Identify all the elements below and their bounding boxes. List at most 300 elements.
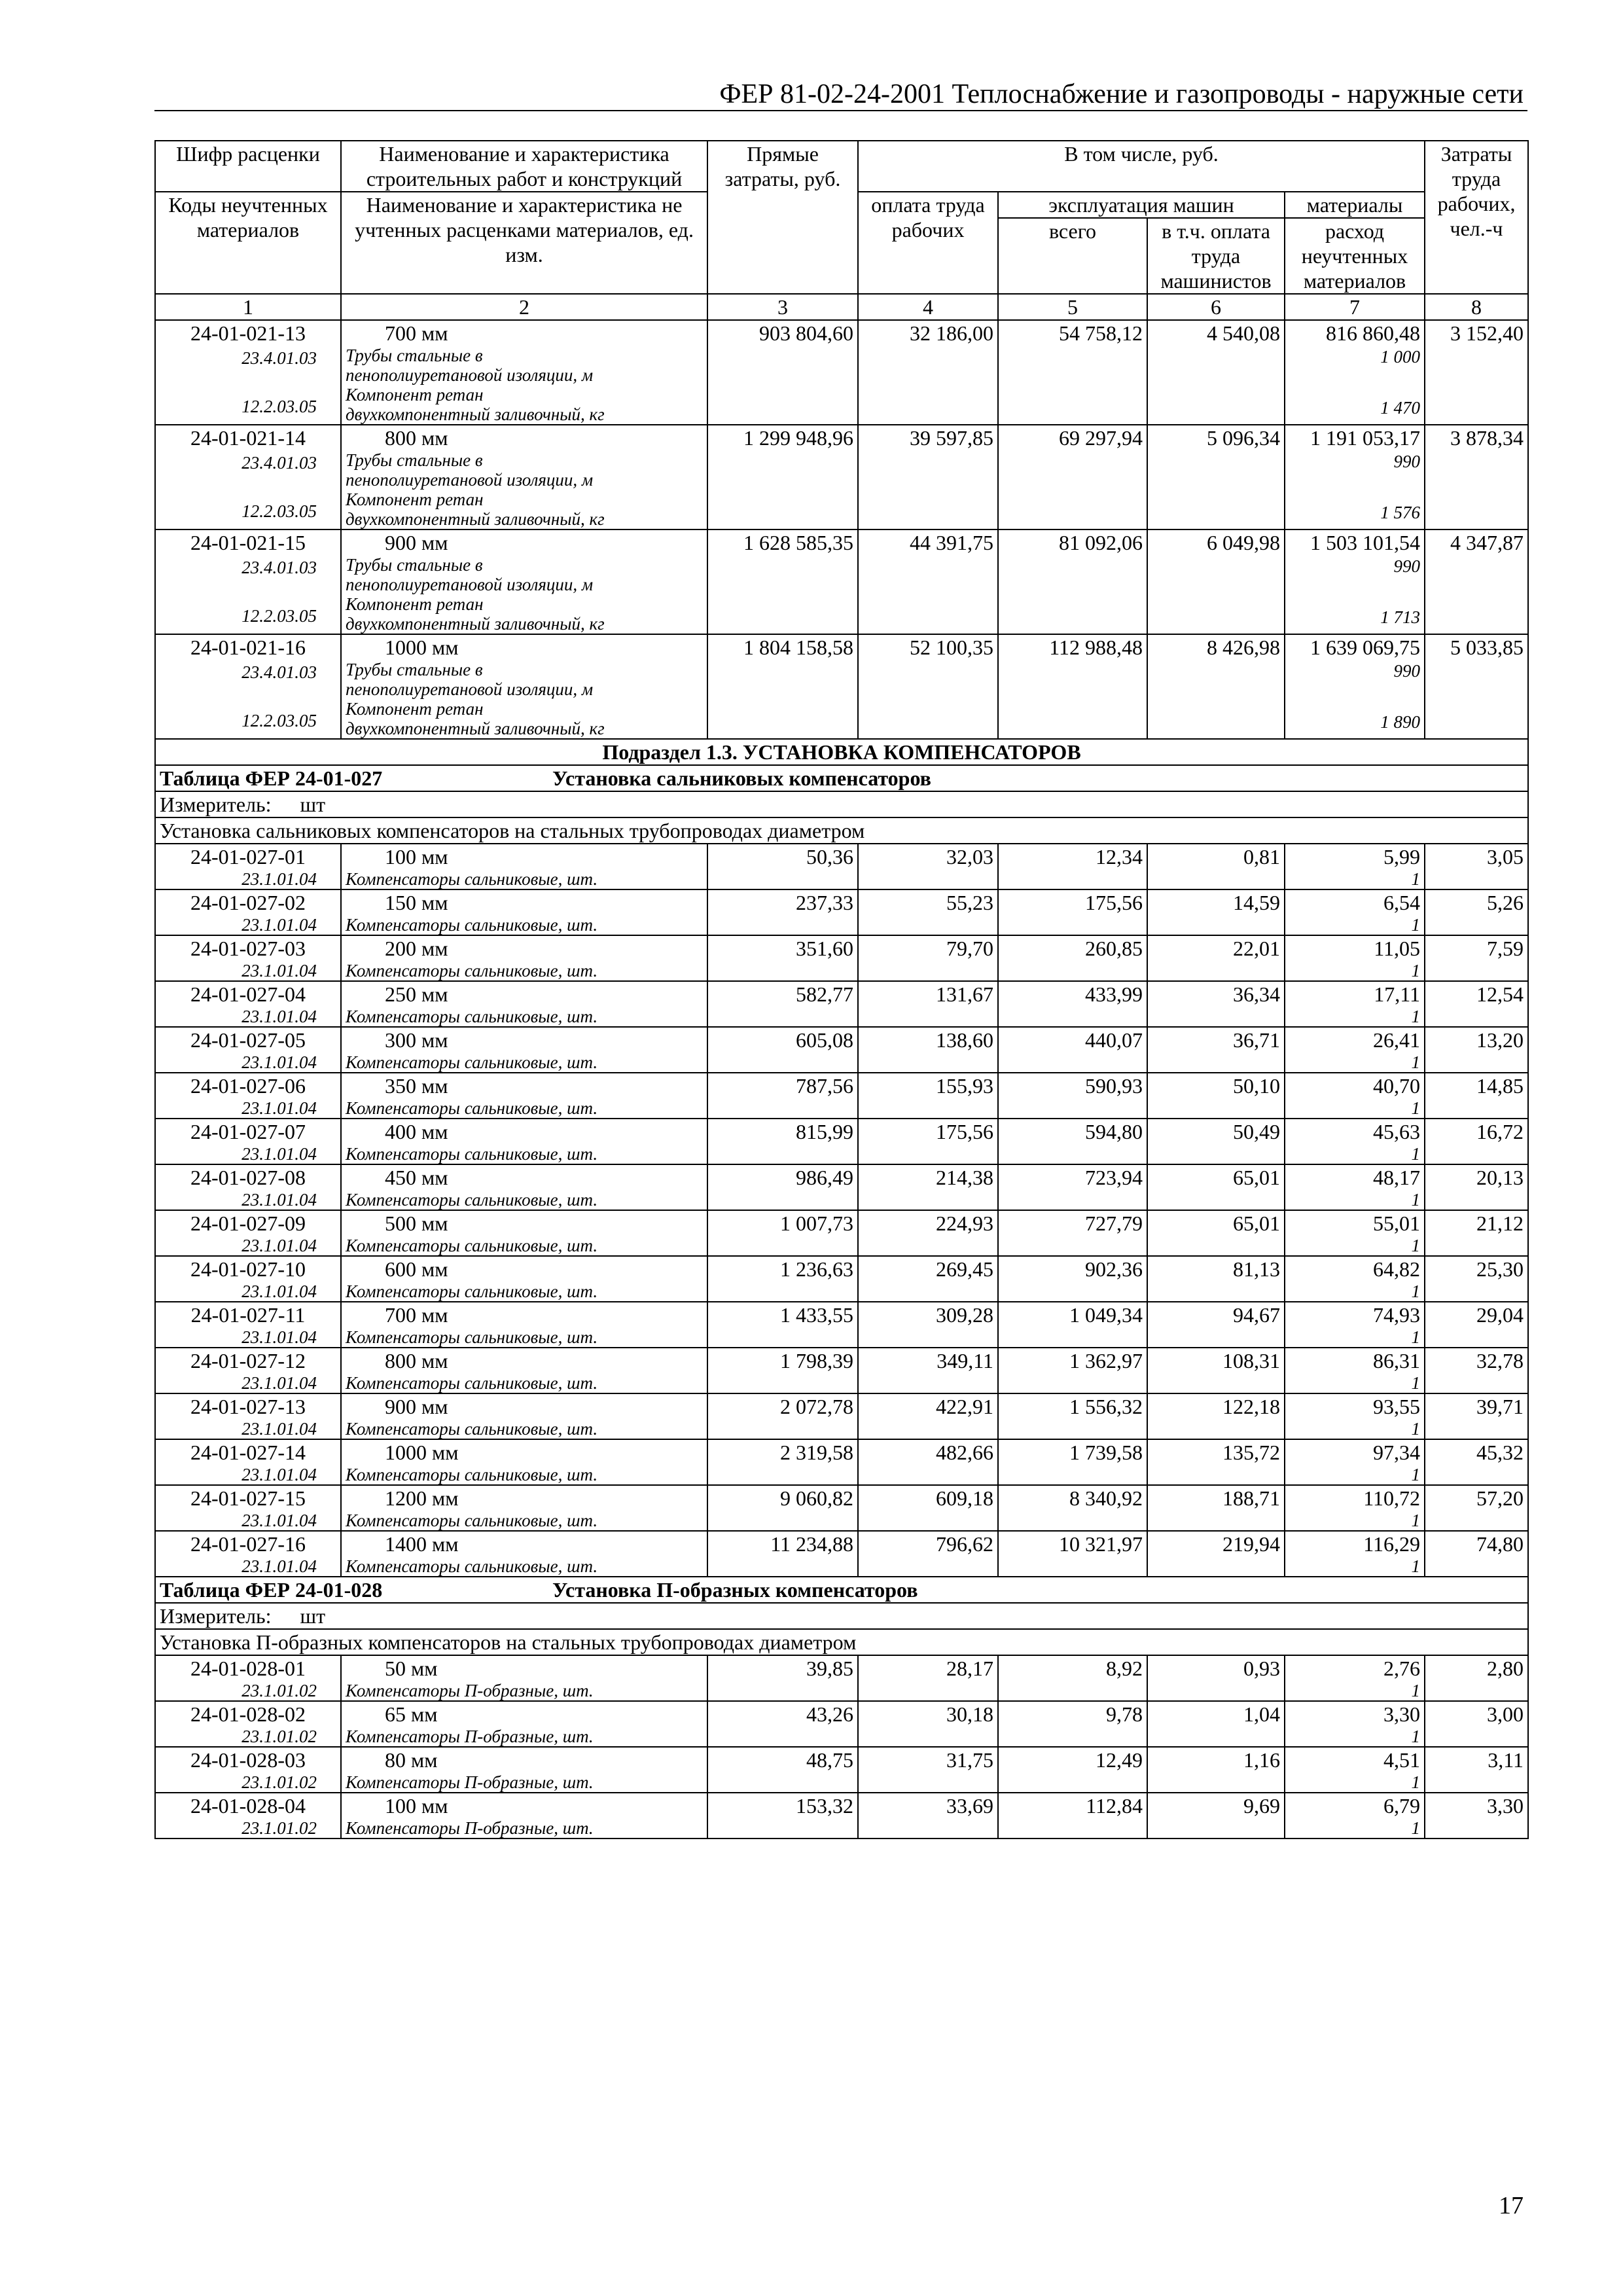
value-mat: 110,72 — [1363, 1486, 1421, 1510]
rate-name-cell — [341, 1256, 707, 1302]
value-mach: 10 321,97 — [998, 1531, 1147, 1577]
material-code: 23.4.01.03 — [241, 348, 317, 368]
value-mach_labor: 108,31 — [1147, 1348, 1285, 1393]
rate-code-cell — [155, 1485, 341, 1531]
table-row — [155, 1348, 1528, 1393]
material-code: 23.1.01.02 — [241, 1818, 317, 1838]
value-mach_labor: 1,16 — [1147, 1747, 1285, 1793]
value-mach_labor: 4 540,08 — [1147, 320, 1285, 425]
rate-name: 450 мм — [385, 1166, 448, 1189]
value-labor: 796,62 — [858, 1531, 998, 1577]
value-direct: 237,33 — [707, 889, 858, 935]
value-hours: 7,59 — [1425, 935, 1528, 981]
value-labor: 269,45 — [858, 1256, 998, 1302]
material-code: 23.1.01.04 — [241, 961, 317, 980]
rate-name: 250 мм — [385, 982, 448, 1006]
value-hours: 12,54 — [1425, 981, 1528, 1027]
value-mach: 433,99 — [998, 981, 1147, 1027]
table-title-row — [155, 1577, 1528, 1603]
material-qty: 1 — [1411, 1190, 1421, 1210]
value-mach: 902,36 — [998, 1256, 1147, 1302]
material-qty: 1 — [1411, 1772, 1421, 1792]
table-row — [155, 529, 1528, 634]
value-mach: 12,49 — [998, 1747, 1147, 1793]
value-labor: 138,60 — [858, 1027, 998, 1073]
rate-name: 600 мм — [385, 1257, 448, 1281]
value-mat-cell — [1285, 1439, 1425, 1485]
value-mat-cell — [1285, 1073, 1425, 1119]
value-mach: 594,80 — [998, 1119, 1147, 1164]
material-name: пенополиуретановой изоляции, м — [346, 365, 594, 385]
value-direct: 1 804 158,58 — [707, 634, 858, 739]
value-direct: 903 804,60 — [707, 320, 858, 425]
value-mach: 1 556,32 — [998, 1393, 1147, 1439]
value-labor: 55,23 — [858, 889, 998, 935]
rate-name-cell — [341, 320, 707, 425]
value-mat: 5,99 — [1383, 845, 1421, 869]
value-mat: 6,79 — [1383, 1794, 1421, 1818]
value-hours: 25,30 — [1425, 1256, 1528, 1302]
value-mat: 17,11 — [1374, 982, 1421, 1006]
value-hours: 2,80 — [1425, 1655, 1528, 1701]
value-mach_labor: 14,59 — [1147, 889, 1285, 935]
material-code: 23.1.01.02 — [241, 1727, 317, 1746]
rate-code: 24-01-021-13 — [190, 321, 306, 345]
material-code: 23.4.01.03 — [241, 558, 317, 577]
value-labor: 31,75 — [858, 1747, 998, 1793]
section-title: Подраздел 1.3. УСТАНОВКА КОМПЕНСАТОРОВ — [155, 739, 1528, 765]
header-title: ФЕР 81-02-24-2001 Теплоснабжение и газопроводы - наружные сети — [719, 79, 1524, 109]
value-mat-cell — [1285, 425, 1425, 529]
measure-row — [155, 1603, 1528, 1629]
value-mat-cell — [1285, 634, 1425, 739]
rate-name: 150 мм — [385, 891, 448, 914]
value-labor: 131,67 — [858, 981, 998, 1027]
material-name: Компонент ретан — [346, 385, 484, 404]
value-hours: 5,26 — [1425, 889, 1528, 935]
material-qty: 1 000 — [1380, 347, 1421, 367]
value-direct: 351,60 — [707, 935, 858, 981]
material-code: 23.1.01.04 — [241, 1007, 317, 1026]
table-row — [155, 935, 1528, 981]
value-mat: 74,93 — [1373, 1303, 1421, 1327]
rate-name: 700 мм — [385, 1303, 448, 1327]
value-mat-cell — [1285, 1302, 1425, 1348]
rate-code: 24-01-027-05 — [190, 1028, 306, 1052]
material-qty: 1 — [1411, 1007, 1421, 1026]
rate-code: 24-01-027-15 — [190, 1486, 306, 1510]
table-row — [155, 634, 1528, 739]
value-hours: 3,00 — [1425, 1701, 1528, 1747]
rate-code: 24-01-027-12 — [190, 1349, 306, 1372]
material-name: Компенсаторы сальниковые, шт. — [346, 1556, 598, 1576]
value-labor: 44 391,75 — [858, 529, 998, 634]
rate-code-cell — [155, 1164, 341, 1210]
value-labor: 155,93 — [858, 1073, 998, 1119]
value-mat: 1 639 069,75 — [1310, 636, 1421, 659]
rate-name-cell — [341, 844, 707, 889]
rate-code-cell — [155, 889, 341, 935]
value-mach_labor: 94,67 — [1147, 1302, 1285, 1348]
value-labor: 30,18 — [858, 1701, 998, 1747]
col-direct: Прямые затраты, руб. — [707, 141, 858, 294]
rate-code-cell — [155, 1119, 341, 1164]
rate-name-cell — [341, 1027, 707, 1073]
spacer — [160, 370, 336, 394]
value-hours: 13,20 — [1425, 1027, 1528, 1073]
table-row — [155, 1531, 1528, 1577]
col-labor-pay: оплата труда рабочих — [858, 192, 998, 294]
value-mat: 116,29 — [1363, 1532, 1421, 1556]
material-name: Трубы стальные в — [346, 660, 483, 679]
material-qty: 1 — [1411, 1098, 1421, 1118]
value-mat: 48,17 — [1373, 1166, 1421, 1189]
material-qty: 1 — [1411, 1727, 1421, 1746]
material-code: 23.4.01.03 — [241, 453, 317, 473]
material-qty: 1 — [1411, 915, 1421, 935]
rate-name: 500 мм — [385, 1211, 448, 1235]
material-name: Компенсаторы сальниковые, шт. — [346, 1052, 598, 1072]
table-row — [155, 1210, 1528, 1256]
column-number: 6 — [1147, 294, 1285, 320]
measure-unit: шт — [300, 1604, 326, 1628]
material-code: 23.1.01.04 — [241, 1282, 317, 1301]
rate-code-cell — [155, 1027, 341, 1073]
rate-name: 1000 мм — [385, 636, 459, 659]
rate-name: 100 мм — [385, 845, 448, 869]
material-code: 23.1.01.04 — [241, 869, 317, 889]
material-name: Компенсаторы П-образные, шт. — [346, 1727, 594, 1746]
value-hours: 29,04 — [1425, 1302, 1528, 1348]
col-code-bottom: Коды неучтенных материалов — [155, 192, 341, 294]
value-direct: 2 319,58 — [707, 1439, 858, 1485]
rate-code-cell — [155, 1073, 341, 1119]
material-qty: 1 — [1411, 1052, 1421, 1072]
material-name: Компенсаторы сальниковые, шт. — [346, 1282, 598, 1301]
table-row — [155, 889, 1528, 935]
col-code-top: Шифр расценки — [155, 141, 341, 192]
value-direct: 50,36 — [707, 844, 858, 889]
spacer — [1289, 473, 1420, 500]
material-name: Компенсаторы сальниковые, шт. — [346, 1327, 598, 1347]
rate-name: 900 мм — [385, 1395, 448, 1418]
value-mat-cell — [1285, 1793, 1425, 1839]
table-row — [155, 1439, 1528, 1485]
rate-code: 24-01-027-10 — [190, 1257, 306, 1281]
value-mat: 816 860,48 — [1326, 321, 1421, 345]
material-code: 23.1.01.04 — [241, 1373, 317, 1393]
value-mach: 81 092,06 — [998, 529, 1147, 634]
rate-name: 900 мм — [385, 531, 448, 554]
material-qty: 1 — [1411, 1681, 1421, 1700]
value-mach: 54 758,12 — [998, 320, 1147, 425]
rate-name: 1400 мм — [385, 1532, 459, 1556]
rate-code: 24-01-027-02 — [190, 891, 306, 914]
value-mach_labor: 188,71 — [1147, 1485, 1285, 1531]
material-name: Компенсаторы сальниковые, шт. — [346, 1144, 598, 1164]
rate-name: 800 мм — [385, 1349, 448, 1372]
rate-code: 24-01-027-03 — [190, 937, 306, 960]
rate-code: 24-01-027-09 — [190, 1211, 306, 1235]
table-row — [155, 1393, 1528, 1439]
rate-name-cell — [341, 1655, 707, 1701]
value-direct: 9 060,82 — [707, 1485, 858, 1531]
spacer — [1289, 577, 1420, 605]
value-mat: 40,70 — [1373, 1074, 1421, 1098]
material-code: 23.1.01.04 — [241, 915, 317, 935]
rate-code: 24-01-027-11 — [190, 1303, 306, 1327]
value-mat-cell — [1285, 1701, 1425, 1747]
rate-name: 65 мм — [385, 1702, 438, 1726]
material-qty: 1 713 — [1380, 607, 1421, 627]
value-mach: 723,94 — [998, 1164, 1147, 1210]
value-mach_labor: 5 096,34 — [1147, 425, 1285, 529]
spacer — [160, 475, 336, 499]
rate-name-cell — [341, 1119, 707, 1164]
column-number: 5 — [998, 294, 1147, 320]
value-hours: 3,05 — [1425, 844, 1528, 889]
value-hours: 3 152,40 — [1425, 320, 1528, 425]
value-direct: 153,32 — [707, 1793, 858, 1839]
value-mach_labor: 6 049,98 — [1147, 529, 1285, 634]
value-direct: 48,75 — [707, 1747, 858, 1793]
material-name: Компонент ретан — [346, 594, 484, 614]
rate-name: 800 мм — [385, 426, 448, 450]
material-name: Компенсаторы сальниковые, шт. — [346, 1465, 598, 1484]
rate-code: 24-01-021-14 — [190, 426, 306, 450]
table-description: Установка сальниковых компенсаторов на стальных трубопроводах диаметром — [155, 817, 1528, 844]
value-mach: 8 340,92 — [998, 1485, 1147, 1531]
value-mach_labor: 81,13 — [1147, 1256, 1285, 1302]
value-labor: 609,18 — [858, 1485, 998, 1531]
value-mach_labor: 8 426,98 — [1147, 634, 1285, 739]
rate-code-cell — [155, 1256, 341, 1302]
value-mat: 86,31 — [1373, 1349, 1421, 1372]
material-name: Трубы стальные в — [346, 555, 483, 575]
rates-table — [154, 140, 1529, 1839]
rate-code-cell — [155, 1655, 341, 1701]
rate-code: 24-01-028-03 — [190, 1748, 306, 1772]
value-mach: 440,07 — [998, 1027, 1147, 1073]
material-code: 23.1.01.04 — [241, 1052, 317, 1072]
value-mach_labor: 0,93 — [1147, 1655, 1285, 1701]
value-labor: 349,11 — [858, 1348, 998, 1393]
material-qty: 1 — [1411, 1373, 1421, 1393]
value-mat: 2,76 — [1383, 1657, 1421, 1680]
table-title — [155, 765, 1528, 791]
value-hours: 32,78 — [1425, 1348, 1528, 1393]
material-name: Компенсаторы сальниковые, шт. — [346, 1419, 598, 1439]
rate-name: 1200 мм — [385, 1486, 459, 1510]
material-qty: 1 — [1411, 1327, 1421, 1347]
value-mat: 6,54 — [1383, 891, 1421, 914]
value-labor: 482,66 — [858, 1439, 998, 1485]
rate-name-cell — [341, 1164, 707, 1210]
material-name: пенополиуретановой изоляции, м — [346, 470, 594, 490]
table-row — [155, 320, 1528, 425]
value-mat-cell — [1285, 1531, 1425, 1577]
table-row — [155, 1655, 1528, 1701]
value-direct: 815,99 — [707, 1119, 858, 1164]
value-labor: 214,38 — [858, 1164, 998, 1210]
value-mach_labor: 135,72 — [1147, 1439, 1285, 1485]
material-code: 23.1.01.04 — [241, 1511, 317, 1530]
column-number: 1 — [155, 294, 341, 320]
rate-code: 24-01-027-06 — [190, 1074, 306, 1098]
material-code: 12.2.03.05 — [241, 501, 317, 521]
material-name: двухкомпонентный заливочный, кг — [346, 404, 605, 424]
value-labor: 175,56 — [858, 1119, 998, 1164]
rate-name-cell — [341, 529, 707, 634]
value-mach_labor: 65,01 — [1147, 1210, 1285, 1256]
table-row — [155, 425, 1528, 529]
material-qty: 1 — [1411, 1236, 1421, 1255]
value-mat: 4,51 — [1383, 1748, 1421, 1772]
col-labor-cost: Затраты труда рабочих, чел.-ч — [1425, 141, 1528, 294]
table-row — [155, 1027, 1528, 1073]
rate-code-cell — [155, 1302, 341, 1348]
value-mach: 175,56 — [998, 889, 1147, 935]
material-name: Компенсаторы сальниковые, шт. — [346, 915, 598, 935]
value-hours: 3,11 — [1425, 1747, 1528, 1793]
value-mat-cell — [1285, 320, 1425, 425]
value-mat: 45,63 — [1373, 1120, 1421, 1143]
value-direct: 1 798,39 — [707, 1348, 858, 1393]
value-mach: 1 049,34 — [998, 1302, 1147, 1348]
material-qty: 1 890 — [1380, 712, 1421, 732]
column-number: 8 — [1425, 294, 1528, 320]
value-mach: 9,78 — [998, 1701, 1147, 1747]
value-labor: 32 186,00 — [858, 320, 998, 425]
col-mach-total: всего — [998, 218, 1147, 294]
material-code: 23.1.01.02 — [241, 1681, 317, 1700]
rate-code: 24-01-027-07 — [190, 1120, 306, 1143]
material-code: 23.1.01.04 — [241, 1419, 317, 1439]
value-hours: 3 878,34 — [1425, 425, 1528, 529]
value-hours: 5 033,85 — [1425, 634, 1528, 739]
col-mach-labor: в т.ч. оплата труда машинистов — [1147, 218, 1285, 294]
material-code: 12.2.03.05 — [241, 606, 317, 626]
table-name: Установка П-образных компенсаторов — [552, 1578, 918, 1602]
value-mach_labor: 22,01 — [1147, 935, 1285, 981]
col-name-top: Наименование и характеристика строительных работ и конструкций — [341, 141, 707, 192]
value-hours: 4 347,87 — [1425, 529, 1528, 634]
material-name: Трубы стальные в — [346, 450, 483, 470]
value-direct: 787,56 — [707, 1073, 858, 1119]
material-name: двухкомпонентный заливочный, кг — [346, 719, 605, 738]
value-labor: 33,69 — [858, 1793, 998, 1839]
value-hours: 45,32 — [1425, 1439, 1528, 1485]
rate-code: 24-01-027-08 — [190, 1166, 306, 1189]
rate-code-cell — [155, 1348, 341, 1393]
rate-code: 24-01-021-15 — [190, 531, 306, 554]
table-number: Таблица ФЕР 24-01-027 — [160, 766, 383, 790]
value-direct: 582,77 — [707, 981, 858, 1027]
value-direct: 1 007,73 — [707, 1210, 858, 1256]
table-row — [155, 1793, 1528, 1839]
rate-name-cell — [341, 1793, 707, 1839]
column-number: 3 — [707, 294, 858, 320]
rate-name: 400 мм — [385, 1120, 448, 1143]
rate-code-cell — [155, 1793, 341, 1839]
value-mat-cell — [1285, 981, 1425, 1027]
material-qty: 1 — [1411, 1144, 1421, 1164]
material-name: Компонент ретан — [346, 699, 484, 719]
rate-code: 24-01-021-16 — [190, 636, 306, 659]
value-mat-cell — [1285, 1348, 1425, 1393]
value-labor: 28,17 — [858, 1655, 998, 1701]
value-mach: 1 739,58 — [998, 1439, 1147, 1485]
value-mach: 1 362,97 — [998, 1348, 1147, 1393]
value-mat-cell — [1285, 1655, 1425, 1701]
rate-code-cell — [155, 1210, 341, 1256]
value-mach_labor: 9,69 — [1147, 1793, 1285, 1839]
value-hours: 20,13 — [1425, 1164, 1528, 1210]
material-code: 23.1.01.04 — [241, 1190, 317, 1210]
col-name-bottom: Наименование и характеристика не учтенных расценками материалов, ед. изм. — [341, 192, 707, 294]
value-mat-cell — [1285, 1164, 1425, 1210]
material-code: 12.2.03.05 — [241, 397, 317, 416]
measure-unit: шт — [300, 793, 326, 816]
value-direct: 1 299 948,96 — [707, 425, 858, 529]
material-code: 23.1.01.04 — [241, 1144, 317, 1164]
value-mat-cell — [1285, 1393, 1425, 1439]
rate-code: 24-01-027-01 — [190, 845, 306, 869]
table-row — [155, 1302, 1528, 1348]
material-qty: 1 — [1411, 1465, 1421, 1484]
material-name: двухкомпонентный заливочный, кг — [346, 509, 605, 529]
value-mach: 112 988,48 — [998, 634, 1147, 739]
rate-name: 200 мм — [385, 937, 448, 960]
value-direct: 1 433,55 — [707, 1302, 858, 1348]
table-row — [155, 1747, 1528, 1793]
material-qty: 1 470 — [1380, 398, 1421, 418]
rate-name: 700 мм — [385, 321, 448, 345]
rate-code-cell — [155, 425, 341, 529]
table-row — [155, 1119, 1528, 1164]
value-mat-cell — [1285, 529, 1425, 634]
rate-name-cell — [341, 1302, 707, 1348]
table-row — [155, 1485, 1528, 1531]
rate-name-cell — [341, 1348, 707, 1393]
value-mat: 64,82 — [1373, 1257, 1421, 1281]
rate-name-cell — [341, 1701, 707, 1747]
value-mat: 3,30 — [1383, 1702, 1421, 1726]
material-name: Компенсаторы сальниковые, шт. — [346, 869, 598, 889]
value-direct: 39,85 — [707, 1655, 858, 1701]
value-mat: 97,34 — [1373, 1441, 1421, 1464]
value-mat-cell — [1285, 1747, 1425, 1793]
table-title — [155, 1577, 1528, 1603]
material-code: 12.2.03.05 — [241, 711, 317, 730]
value-direct: 605,08 — [707, 1027, 858, 1073]
material-name: двухкомпонентный заливочный, кг — [346, 614, 605, 634]
value-hours: 74,80 — [1425, 1531, 1528, 1577]
material-name: Компенсаторы сальниковые, шт. — [346, 1190, 598, 1210]
measure-label: Измеритель: — [160, 1604, 272, 1628]
table-row — [155, 1073, 1528, 1119]
rate-name-cell — [341, 1747, 707, 1793]
rate-name-cell — [341, 425, 707, 529]
value-mach: 69 297,94 — [998, 425, 1147, 529]
rate-code-cell — [155, 1439, 341, 1485]
material-code: 23.1.01.04 — [241, 1556, 317, 1576]
rate-code-cell — [155, 1747, 341, 1793]
value-mach_labor: 122,18 — [1147, 1393, 1285, 1439]
rate-code-cell — [155, 1531, 341, 1577]
rate-code: 24-01-027-16 — [190, 1532, 306, 1556]
table-row — [155, 1256, 1528, 1302]
